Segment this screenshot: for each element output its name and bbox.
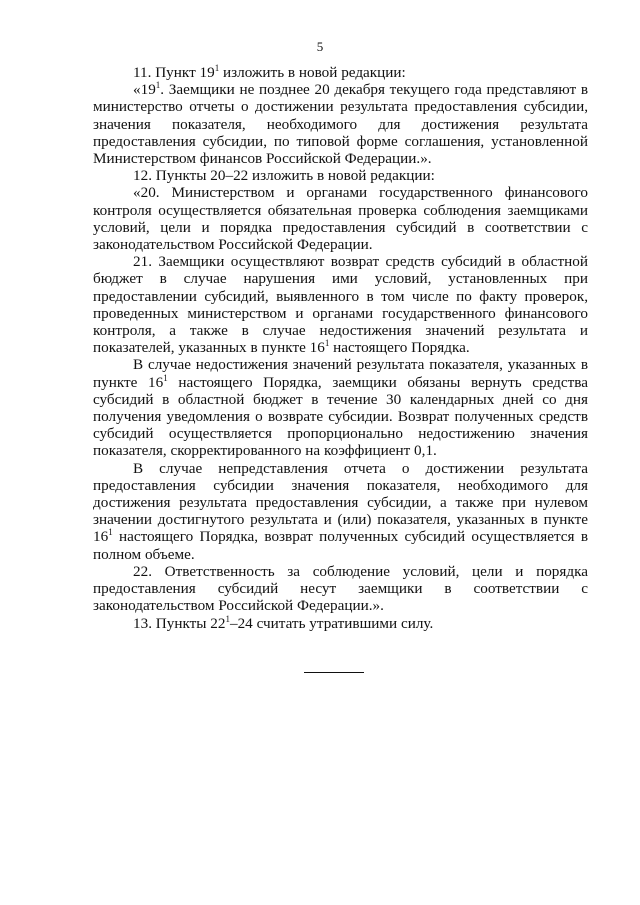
clause-20-paragraph: «20. Министерством и органами государственного финансового контроля осуществляется обязательная проверка соблюдения заемщиками условий, цели и порядка предоставления субсидий в соответствии с законодательством Российской Федерации.: [93, 184, 588, 254]
item-11-paragraph: 11. Пункт $19^1$ изложить в новой редакции:: [133, 63, 406, 81]
clause-21-underachievement-paragraph: В случае недостижения значений результата показателя, указанных в пункте $16^1$ настоящего Порядка, заемщики обязаны вернуть средства субсидий в областной бюджет в течение 30 календарных дней со дня получения уведомления о возврате субсидии. Возврат полученных средств субсидий осуществляется пропорционально недостижению значения показателя, скорректированного на коэффициент 0,1.: [93, 356, 589, 460]
end-divider: [304, 672, 364, 673]
item-12-paragraph: 12. Пункты 20–22 изложить в новой редакции:: [133, 167, 435, 185]
document-body: [93, 64, 588, 632]
clause-21-paragraph: 21. Заемщики осуществляют возврат средств субсидий в областной бюджет в случае нарушения ими условий, установленных при предоставлении субсидий, выявленного в том числе по факту проверок, проведенных министерством и органами государственного финансового контроля, а также в случае недостижения значений результата и показателей, указанных в пункте $16^1$ настоящего Порядка.: [93, 253, 588, 357]
clause-21-nonsubmission-paragraph: В случае непредставления отчета о достижении результата предоставления субсидии значения показателя, необходимого для достижения результата предоставления субсидии, а также при нулевом значении достигнутого результата и (или) показателя, указанных в пункте $16^1$ настоящего Порядка, возврат полученных субсидий осуществляется в полном объеме.: [93, 459, 588, 563]
page-number: 5: [316, 39, 324, 54]
item-13-paragraph: 13. Пункты $22^1-24$ считать утратившими силу.: [133, 613, 434, 632]
clause-22-paragraph: 22. Ответственность за соблюдение условий, цели и порядка предоставления субсидий несут заемщики в соответствии с законодательством Российской Федерации.».: [93, 562, 588, 615]
clause-19-1-paragraph: «$19^1$. Заемщики не позднее 20 декабря текущего года представляют в министерство отчеты о достижении результата предоставления субсидии, значения показателя, необходимого для достижения результата предоставления субсидии, по типовой форме соглашения, установленной Министерством финансов Российской Федерации.».: [93, 80, 588, 168]
